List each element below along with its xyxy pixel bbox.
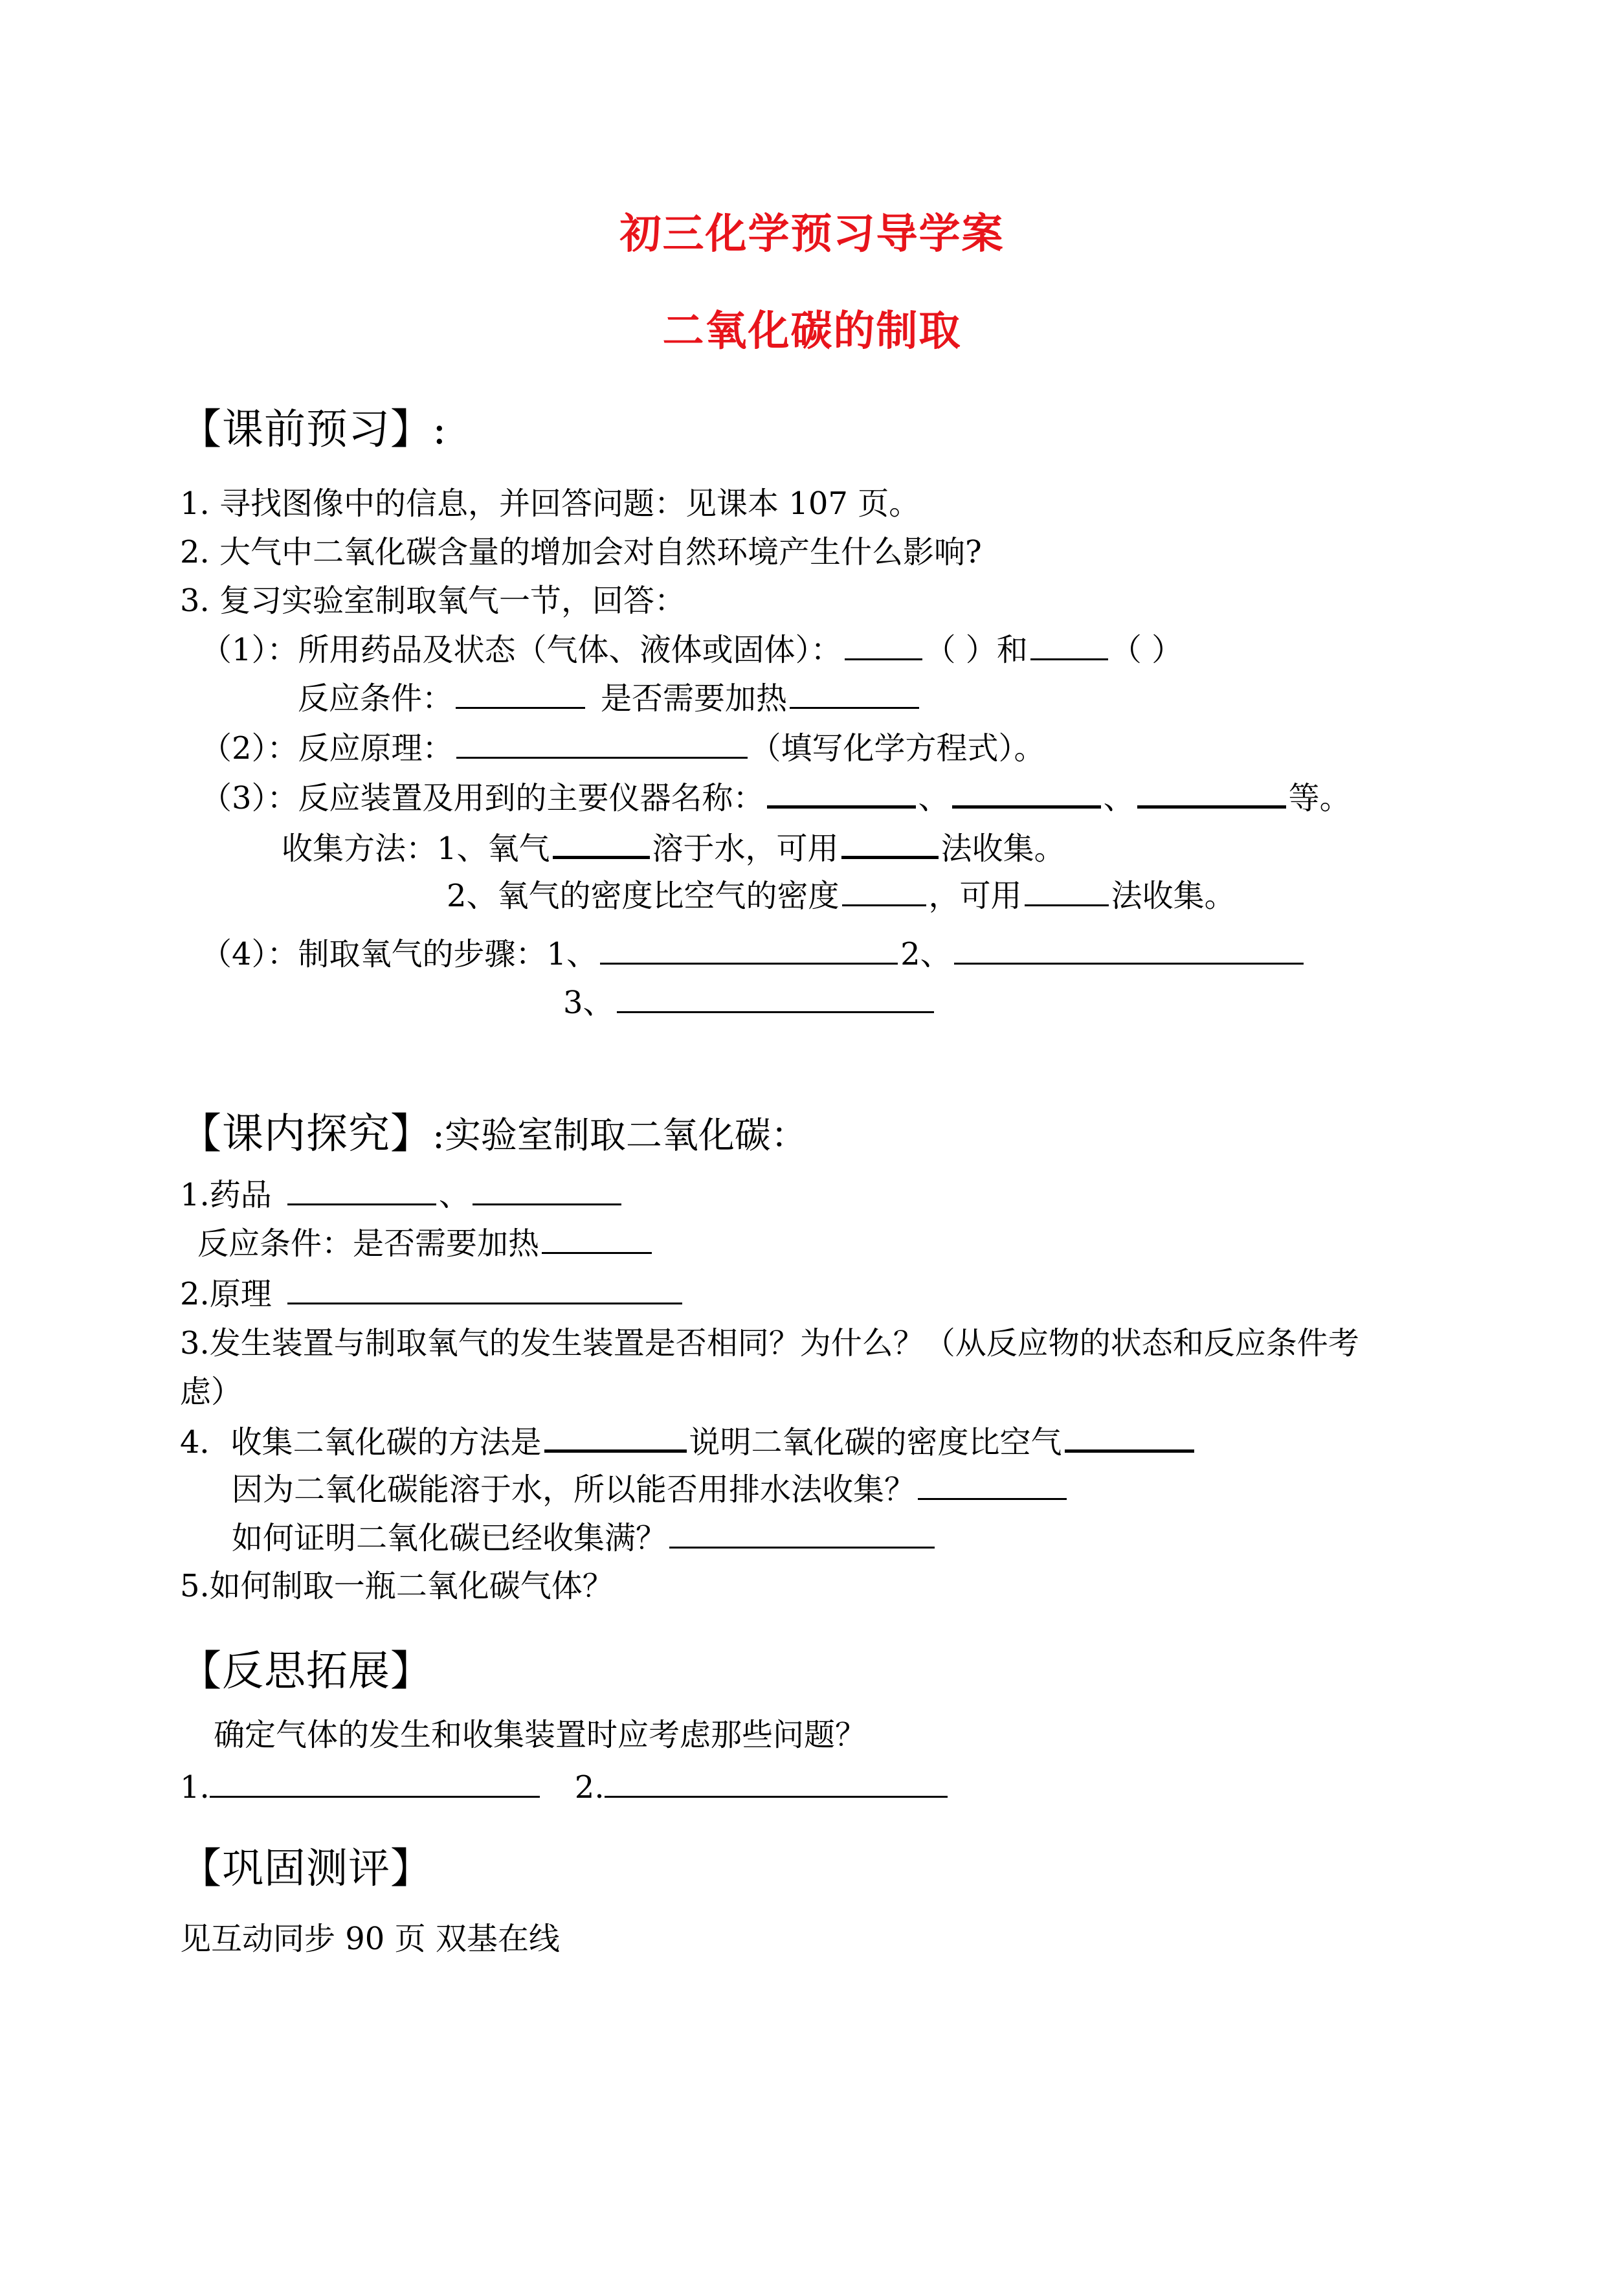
i1-label: 1.药品 [180, 1177, 272, 1213]
collect2-mid: ，可用 [928, 878, 1022, 914]
separator: 、 [1103, 780, 1135, 816]
preview-collect-2 [447, 876, 1236, 915]
step-2-label: 2、 [900, 936, 951, 972]
answer-blank[interactable] [1137, 777, 1286, 809]
condition-label: 反应条件： [298, 680, 454, 717]
heat-label: 是否需要加热 [601, 680, 788, 717]
answer-blank[interactable] [456, 678, 585, 709]
explore-i1-cond [197, 1224, 654, 1263]
answer-blank[interactable] [954, 934, 1304, 965]
answer-blank[interactable] [845, 630, 922, 660]
answer-blank[interactable] [790, 678, 919, 709]
section-explore-heading [180, 1101, 807, 1160]
preview-q3-3 [201, 777, 1351, 818]
collect-mid: 溶于水，可用 [652, 831, 839, 867]
preview-q3-1-condition [298, 678, 922, 718]
answer-blank[interactable] [544, 1421, 687, 1453]
section-consolidate-heading: 【巩固测评】 [180, 1845, 432, 1893]
explore-i3-line1: 3.发生装置与制取氧气的发生装置是否相同？为什么？（从反应物的状态和反应条件考 [180, 1325, 1359, 1361]
q3-2-label: （2）：反应原理： [201, 730, 454, 766]
preview-collect-1 [282, 827, 1065, 868]
collect2-end: 法收集。 [1111, 878, 1236, 914]
explore-i3-line2: 虑） [180, 1374, 243, 1410]
consolidate-text: 见互动同步 90 页 双基在线 [180, 1921, 560, 1957]
page-subtitle: 二氧化碳的制取 [662, 307, 962, 355]
answer-blank[interactable] [473, 1175, 621, 1205]
answer-blank[interactable] [542, 1224, 652, 1254]
preview-q3-4 [201, 934, 1306, 974]
preview-q1: 1. 寻找图像中的信息，并回答问题：见课本 107 页。 [180, 486, 920, 522]
reflect-question: 确定气体的发生和收集装置时应考虑那些问题？ [214, 1717, 867, 1753]
collect-end: 法收集。 [940, 831, 1065, 867]
separator: 、 [918, 780, 950, 816]
answer-blank[interactable] [841, 827, 939, 859]
q3-1-mid: （ ）和 [924, 632, 1028, 668]
separator: 、 [438, 1177, 470, 1213]
answer-blank[interactable] [456, 728, 748, 759]
reflect-answers [180, 1767, 950, 1807]
preview-q3: 3. 复习实验室制取氧气一节，回答： [180, 583, 686, 619]
i4-mid: 说明二氧化碳的密度比空气 [689, 1424, 1062, 1460]
answer-blank[interactable] [842, 876, 926, 906]
answer-blank[interactable] [952, 777, 1101, 809]
reflect-a2-label: 2. [574, 1769, 605, 1806]
page-title: 初三化学预习导学案 [619, 210, 1005, 258]
i2-label: 2.原理 [180, 1276, 272, 1312]
explore-heading-text: 【课内探究】 [180, 1110, 432, 1158]
explore-i4-q2 [232, 1470, 1069, 1509]
q3-3-label: （3）：反应装置及用到的主要仪器名称： [201, 780, 764, 816]
step-3-label: 3、 [563, 985, 614, 1021]
explore-i4 [180, 1421, 1197, 1462]
q3-1-label: （1）：所用药品及状态（气体、液体或固体）： [201, 632, 842, 668]
answer-blank[interactable] [553, 827, 650, 859]
section-reflect-heading: 【反思拓展】 [180, 1648, 432, 1695]
answer-blank[interactable] [605, 1767, 948, 1798]
answer-blank[interactable] [1030, 630, 1108, 660]
answer-blank[interactable] [669, 1518, 935, 1549]
i4-q2-label: 因为二氧化碳能溶于水，所以能否用排水法收集？ [232, 1471, 916, 1508]
i1-cond-label: 反应条件：是否需要加热 [197, 1225, 540, 1262]
collect-label: 收集方法：1、氧气 [282, 831, 550, 867]
answer-blank[interactable] [1065, 1421, 1194, 1453]
i4-q3-label: 如何证明二氧化碳已经收集满？ [232, 1520, 667, 1556]
explore-i5: 5.如何制取一瓶二氧化碳气体？ [180, 1568, 614, 1604]
q3-1-end: （ ） [1110, 632, 1183, 668]
answer-blank[interactable] [1025, 876, 1109, 906]
reflect-a1-label: 1. [180, 1769, 210, 1806]
explore-heading-tail: :实验室制取二氧化碳： [432, 1115, 807, 1157]
explore-i4-q3 [232, 1518, 937, 1558]
answer-blank[interactable] [918, 1470, 1067, 1500]
answer-blank[interactable] [767, 777, 916, 809]
collect2-label: 2、氧气的密度比空气的密度 [447, 878, 840, 914]
answer-blank[interactable] [287, 1274, 682, 1304]
answer-blank[interactable] [600, 934, 898, 965]
explore-i1 [180, 1175, 624, 1214]
q3-3-end: 等。 [1288, 780, 1351, 816]
preview-q3-2 [201, 728, 1045, 768]
q3-2-note: （填写化学方程式）。 [750, 730, 1045, 766]
preview-q3-1 [201, 630, 1183, 669]
section-preview-heading: 【课前预习】: [180, 406, 447, 454]
explore-i2 [180, 1274, 685, 1314]
preview-q2: 2. 大气中二氧化碳含量的增加会对自然环境产生什么影响? [180, 534, 982, 570]
preview-q3-4-step3 [563, 983, 937, 1022]
answer-blank[interactable] [210, 1767, 540, 1798]
q3-4-label: （4）：制取氧气的步骤：1、 [201, 936, 598, 972]
i4-label: 4．收集二氧化碳的方法是 [180, 1424, 542, 1460]
answer-blank[interactable] [287, 1175, 436, 1205]
answer-blank[interactable] [617, 983, 934, 1013]
